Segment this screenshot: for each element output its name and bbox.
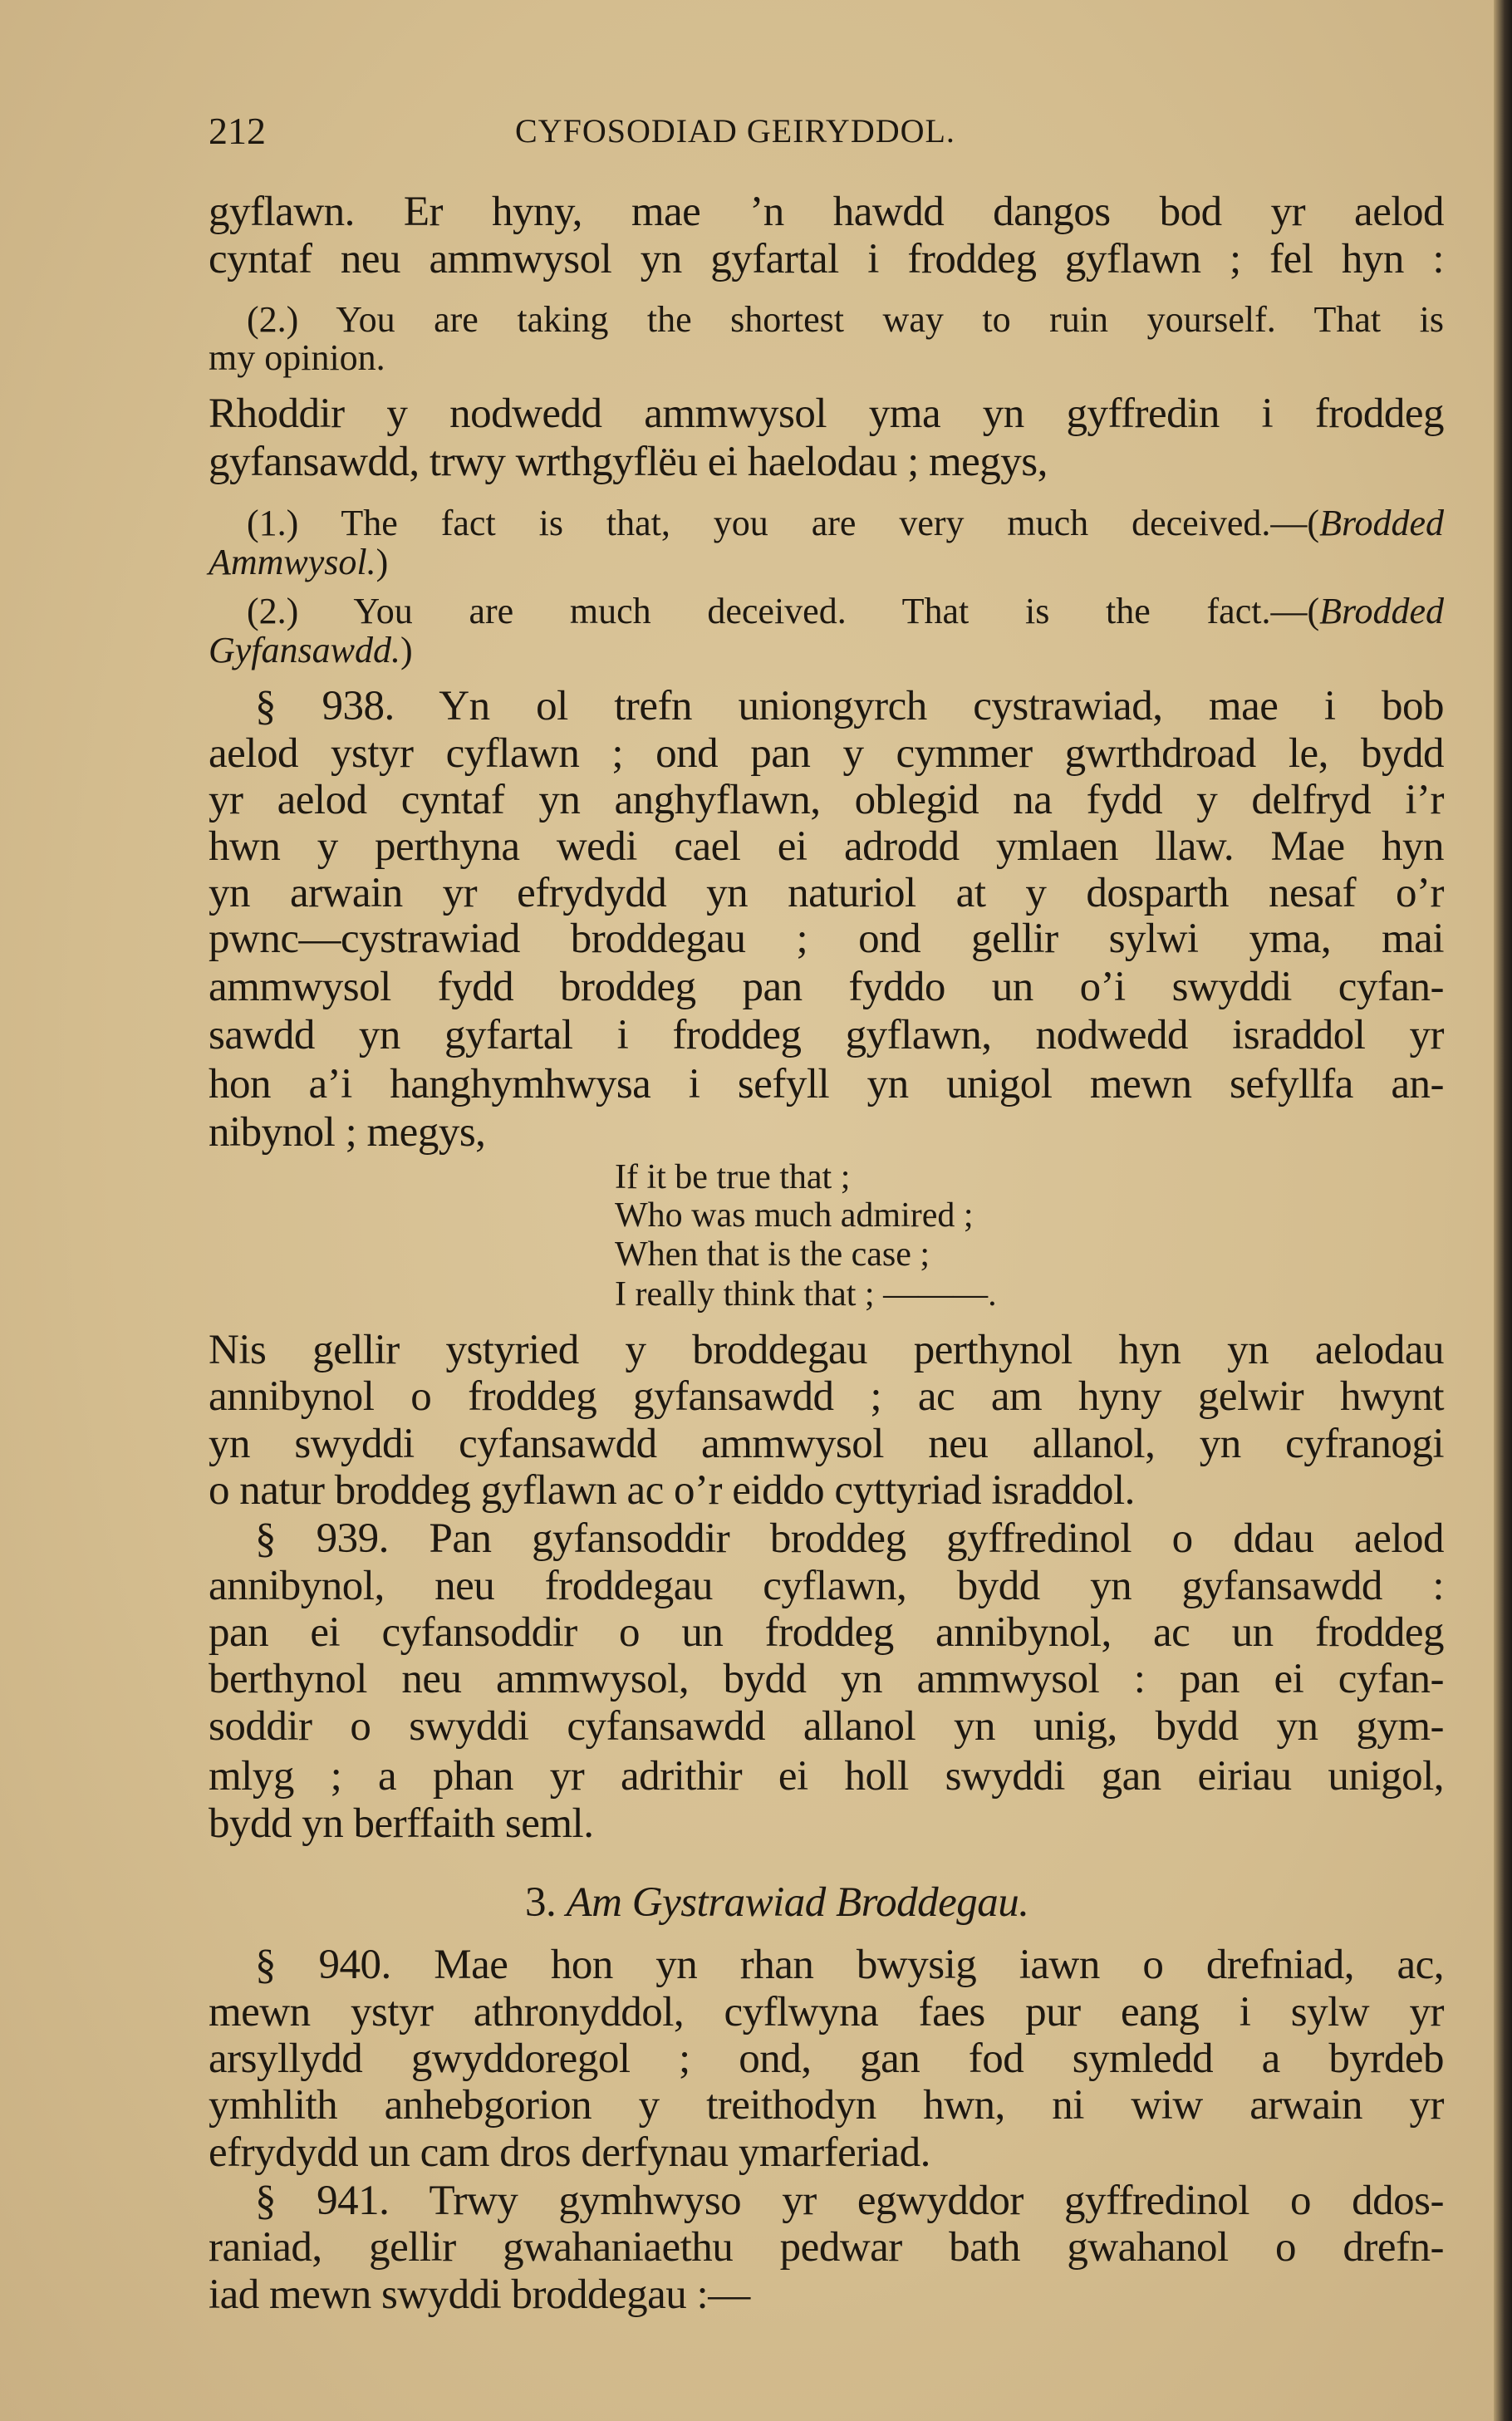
text-line (209, 960, 1444, 1014)
text-line (255, 680, 1444, 733)
italic-text: Gyfansawdd. (209, 630, 400, 670)
text-span: hwn y perthyna wedi cael ei adrodd ymlaen llaw. Mae hyn (209, 823, 1444, 870)
text-span: § 940. Mae hon yn rhan bwysig iawn o drefniad, ac, (255, 1942, 1444, 1988)
text-span: my opinion. (209, 337, 385, 378)
text-line (209, 2268, 1444, 2321)
text-line (209, 2079, 1444, 2132)
italic-text: Brodded (1319, 591, 1444, 631)
text-span: mlyg ; a phan yr adrithir ei holl swyddi gan eiriau unigol, (209, 1753, 1444, 1800)
text-span: cyntaf neu ammwysol yn gyfartal i froddeg gyflawn ; fel hyn : (209, 236, 1444, 282)
text-line (209, 1700, 1444, 1753)
text-line (209, 1370, 1444, 1423)
text-span: If it be true that ; (615, 1158, 851, 1196)
text-line (525, 1876, 1273, 1929)
text-span: § 939. Pan gyfansoddir broddeg gyffredinol o ddau aelod (255, 1515, 1444, 1562)
text-line (209, 1559, 1444, 1613)
text-span: § 941. Trwy gymhwyso yr egwyddor gyffredinol o ddos- (255, 2178, 1444, 2224)
text-span: § 938. Yn ol trefn uniongyrch cystrawiad, mae i bob (255, 683, 1444, 729)
text-span: berthynol neu ammwysol, bydd yn ammwysol : pan ei cyfan- (209, 1656, 1444, 1702)
text-span: I really think that ; ———. (615, 1275, 997, 1314)
text-span: Rhoddir y nodwedd ammwysol yma yn gyffredin i froddeg (209, 390, 1444, 437)
text-line (209, 2126, 1444, 2179)
italic-text: Am Gystrawiad Broddegau. (566, 1879, 1029, 1926)
text-line (209, 1652, 1444, 1706)
text-span: gyfansawdd, trwy wrthgyflëu ei haelodau ; megys, (209, 439, 1048, 485)
text-span: ymhlith anhebgorion y treithodyn hwn, ni wiw arwain yr (209, 2082, 1444, 2129)
italic-text: Ammwysol. (209, 542, 376, 582)
text-span: o natur broddeg gyflawn ac o’r eiddo cyttyriad israddol. (209, 1467, 1135, 1514)
text-span: arsyllydd gwyddoregol ; ond, gan fod symledd a byrdeb (209, 2036, 1444, 2082)
text-line (209, 387, 1444, 440)
text-line (209, 2221, 1444, 2274)
text-line (209, 233, 1444, 286)
text-span: (2.) You are much deceived. That is the fact.—( (247, 591, 1320, 631)
text-span: annibynol o froddeg gyfansawdd ; ac am hyny gelwir hwynt (209, 1373, 1444, 1420)
text-line (255, 1512, 1444, 1565)
text-span: iad mewn swyddi broddegau :— (209, 2271, 750, 2318)
text-span: gyflawn. Er hyny, mae ’n hawdd dangos bod yr aelod (209, 189, 1444, 235)
text-line (209, 1750, 1444, 1803)
text-line (209, 624, 1444, 677)
italic-text: Brodded (1319, 503, 1444, 543)
text-span: pwnc—cystrawiad broddegau ; ond gellir sylwi yma, mai (209, 916, 1444, 962)
text-span: (1.) The fact is that, you are very much deceived.—( (247, 503, 1320, 543)
text-span: soddir o swyddi cyfansawdd allanol yn unig, bydd yn gym- (209, 1703, 1444, 1750)
text-line (615, 1268, 1196, 1321)
text-line (255, 1938, 1444, 1991)
text-span: mewn ystyr athronyddol, cyflwyna faes pur eang i sylw yr (209, 1989, 1444, 2036)
text-span: (2.) You are taking the shortest way to ruin yourself. That is (247, 299, 1444, 340)
text-span: 3. (525, 1879, 567, 1926)
text-line (209, 820, 1444, 873)
text-line (209, 1606, 1444, 1659)
text-line (209, 1986, 1444, 2039)
text-line (209, 773, 1444, 827)
running-title: CYFOSODIAD GEIRYDDOL. (515, 112, 955, 150)
text-span: pan ei cyfansoddir o un froddeg annibynol, ac un froddeg (209, 1609, 1444, 1656)
text-line (255, 2174, 1444, 2227)
text-span: bydd yn berffaith seml. (209, 1800, 594, 1847)
text-line (209, 1323, 1444, 1377)
text-span: ) (400, 630, 413, 670)
text-span: yn arwain yr efrydydd yn naturiol at y dosparth nesaf o’r (209, 870, 1444, 916)
text-span: Who was much admired ; (615, 1196, 974, 1235)
text-line (209, 912, 1444, 965)
text-line (209, 435, 1444, 489)
text-span: yr aelod cyntaf yn anghyflawn, oblegid na fydd y delfryd i’r (209, 777, 1444, 823)
text-line (209, 1464, 1444, 1517)
text-span: yn swyddi cyfansawdd ammwysol neu allanol, yn cyfranogi (209, 1421, 1444, 1467)
text-line (209, 727, 1444, 780)
text-line (209, 331, 1444, 385)
text-line (209, 1417, 1444, 1471)
text-span: hon a’i hanghymhwysa i sefyll yn unigol mewn sefyllfa an- (209, 1061, 1444, 1107)
text-span: sawdd yn gyfartal i froddeg gyflawn, nodwedd israddol yr (209, 1012, 1444, 1058)
text-span: Nis gellir ystyried y broddegau perthynol hyn yn aelodau (209, 1327, 1444, 1373)
page-edge (1494, 0, 1512, 2421)
page-number: 212 (209, 110, 266, 152)
text-span: When that is the case ; (615, 1235, 930, 1274)
text-span: raniad, gellir gwahaniaethu pedwar bath gwahanol o drefn- (209, 2224, 1444, 2271)
text-span: nibynol ; megys, (209, 1109, 486, 1156)
text-span: annibynol, neu froddegau cyflawn, bydd yn gyfansawdd : (209, 1563, 1444, 1609)
text-line (209, 2032, 1444, 2085)
text-span: ) (376, 542, 389, 582)
text-line (209, 1058, 1444, 1111)
text-line (209, 1797, 1444, 1850)
text-span: ammwysol fydd broddeg pan fyddo un o’i swyddi cyfan- (209, 964, 1444, 1010)
text-line (209, 185, 1444, 238)
text-span: efrydydd un cam dros derfynau ymarferiad. (209, 2129, 930, 2176)
text-line (209, 536, 1444, 589)
text-line (209, 1009, 1444, 1062)
text-span: aelod ystyr cyflawn ; ond pan y cymmer gwrthdroad le, bydd (209, 730, 1444, 777)
